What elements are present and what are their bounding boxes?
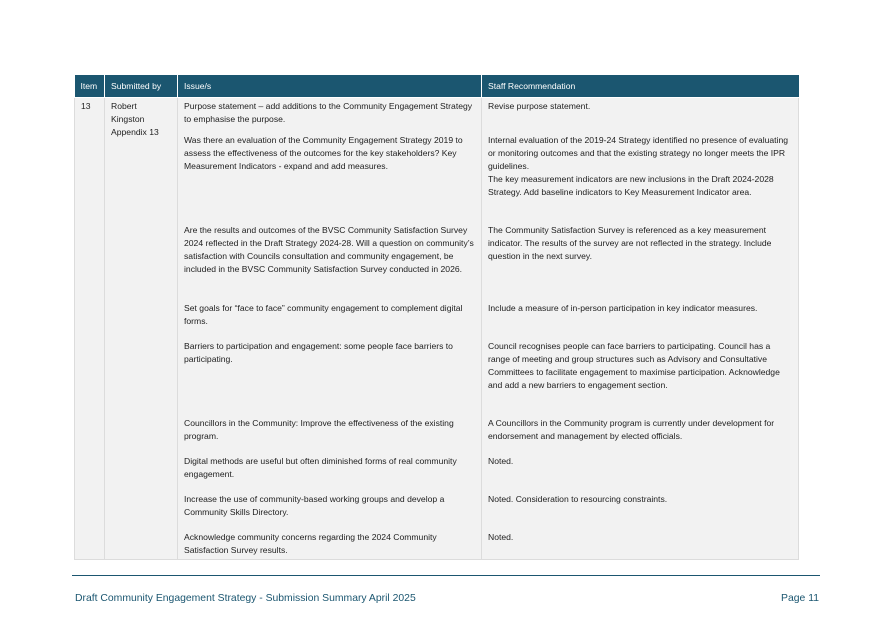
recommendation-block: A Councillors in the Community program is currently under development for endorsement and management by elected officials. — [488, 418, 775, 441]
footer-divider — [72, 575, 820, 576]
issue-block: Digital methods are useful but often diminished forms of real community engagement. — [184, 456, 457, 479]
recommendation-block: Noted. Consideration to resourcing constraints. — [488, 494, 668, 504]
header-submitted-by: Submitted by — [105, 75, 178, 98]
issue-block: Purpose statement – add additions to the Community Engagement Strategy to emphasise the purpose. — [184, 101, 473, 124]
issue-block: Increase the use of community-based working groups and develop a Community Skills Directory. — [184, 494, 445, 517]
cell-item — [75, 98, 105, 560]
header-item: Item — [75, 75, 105, 98]
submission-table — [74, 75, 799, 560]
recommendation-block: The Community Satisfaction Survey is referenced as a key measurement indicator. The results of the survey are not reflected in the strategy. Include question in the next survey. — [488, 225, 772, 261]
recommendation-block: Council recognises people can face barriers to participating. Council has a range of meeting and group structures such as Advisory and Consultative Committees to facilitate engagement to maximise participation. Acknowledge and add a new barriers to engagement section. — [488, 341, 780, 390]
footer-page-number: Page 11 — [781, 593, 819, 604]
recommendation-block — [488, 134, 793, 224]
item-number: 13 — [81, 101, 91, 111]
cell-recommendations — [482, 98, 799, 560]
recommendation-block: Noted. — [488, 532, 514, 542]
issue-block: Set goals for “face to face” community engagement to complement digital forms. — [184, 303, 463, 326]
issue-block: Are the results and outcomes of the BVSC Community Satisfaction Survey 2024 reflected in the Draft Strategy 2024-28. Will a question on community’s satisfaction with Councils consultation and community engagement, be included in the BVSC Community Satisfaction Survey conducted in 2026. — [184, 225, 474, 274]
issue-block: Barriers to participation and engagement: some people face barriers to participating. — [184, 341, 453, 364]
issue-block: Councillors in the Community: Improve the effectiveness of the existing program. — [184, 418, 454, 441]
table-header-row — [75, 75, 799, 98]
cell-submitted-by — [105, 98, 178, 560]
recommendation-text: The key measurement indicators are new inclusions in the Draft 2024-2028 Strategy. Add baseline indicators to Key Measurement Indicator area. — [488, 173, 774, 197]
recommendation-block: Revise purpose statement. — [488, 101, 591, 111]
footer-document-title: Draft Community Engagement Strategy - Submission Summary April 2025 — [75, 593, 416, 604]
recommendation-block: Noted. — [488, 456, 514, 466]
header-staff-recommendation: Staff Recommendation — [482, 75, 799, 98]
recommendation-text: Internal evaluation of the 2019-24 Strategy identified no presence of evaluating or monitoring outcomes and that the existing strategy no longer meets the IPR guidelines. — [488, 135, 789, 171]
header-issues: Issue/s — [178, 75, 482, 98]
submitter-name: Robert Kingston — [111, 101, 145, 124]
cell-issues — [178, 98, 482, 560]
issue-block: Acknowledge community concerns regarding the 2024 Community Satisfaction Survey results. — [184, 532, 437, 555]
table-row — [75, 98, 799, 560]
issue-block: Was there an evaluation of the Community Engagement Strategy 2019 to assess the effectiveness of the outcomes for the key stakeholders? Key Measurement Indicators - expand and add measures. — [184, 135, 463, 171]
submitter-appendix: Appendix 13 — [111, 126, 159, 137]
recommendation-block: Include a measure of in-person participation in key indicator measures. — [488, 303, 758, 313]
